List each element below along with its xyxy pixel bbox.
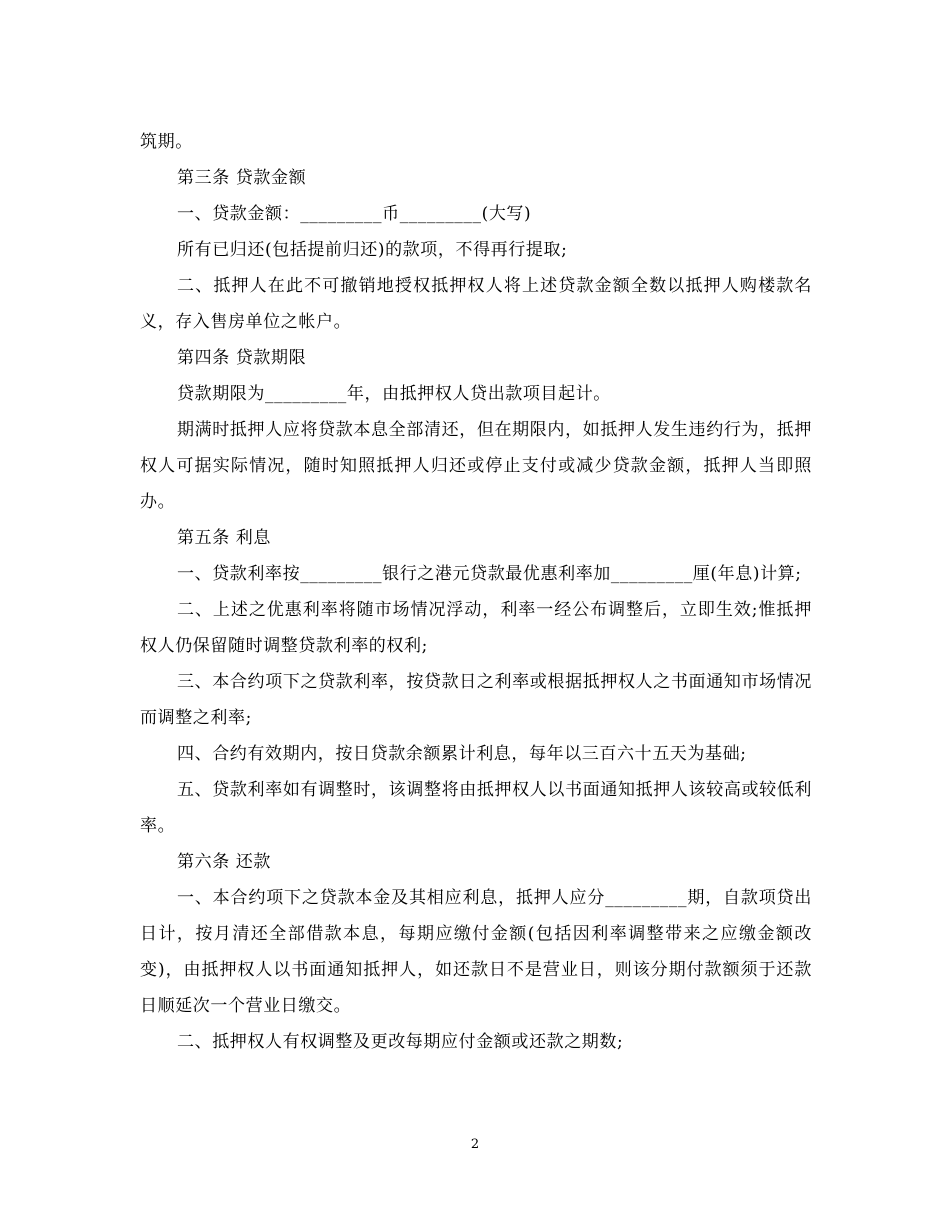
section-heading-article-6: 第六条 还款 [177, 852, 272, 872]
paragraph: 二、抵押人在此不可撤销地授权抵押权人将上述贷款金额全数以抵押人购楼款名义，存入售房单位之帐户。 [140, 276, 812, 332]
paragraph: 五、贷款利率如有调整时，该调整将由抵押权人以书面通知抵押人该较高或较低利率。 [140, 780, 812, 836]
paragraph: 三、本合约项下之贷款利率，按贷款日之利率或根据抵押权人之书面通知市场情况而调整之利率; [140, 672, 812, 728]
document-body [140, 124, 812, 1060]
paragraph: 二、抵押权人有权调整及更改每期应付金额或还款之期数; [177, 1032, 624, 1052]
paragraph: 一、本合约项下之贷款本金及其相应利息，抵押人应分_________期，自款项贷出日计，按月清还全部借款本息，每期应缴付金额(包括因利率调整带来之应缴金额改变)，由抵押权人以书面通知抵押人，如还款日不是营业日，则该分期付款额须于还款日顺延次一个营业日缴交。 [140, 888, 812, 1016]
paragraph: 所有已归还(包括提前归还)的款项，不得再行提取; [177, 240, 568, 260]
paragraph: 四、合约有效期内，按日贷款余额累计利息，每年以三百六十五天为基础; [177, 744, 747, 764]
paragraph: 筑期。 [140, 132, 193, 152]
paragraph: 一、贷款金额：_________币_________(大写) [177, 204, 532, 224]
paragraph: 期满时抵押人应将贷款本息全部清还，但在期限内，如抵押人发生违约行为，抵押权人可据实际情况，随时知照抵押人归还或停止支付或减少贷款金额，抵押人当即照办。 [140, 420, 812, 512]
paragraph: 一、贷款利率按_________银行之港元贷款最优惠利率加_________厘(年息)计算; [177, 564, 802, 584]
paragraph: 二、上述之优惠利率将随市场情况浮动，利率一经公布调整后，立即生效;惟抵押权人仍保留随时调整贷款利率的权利; [140, 600, 812, 656]
section-heading-article-4: 第四条 贷款期限 [177, 348, 307, 368]
section-heading-article-5: 第五条 利息 [177, 528, 272, 548]
section-heading-article-3: 第三条 贷款金额 [177, 168, 307, 188]
page-number: 2 [470, 1137, 480, 1152]
paragraph: 贷款期限为_________年，由抵押权人贷出款项目起计。 [177, 384, 611, 404]
